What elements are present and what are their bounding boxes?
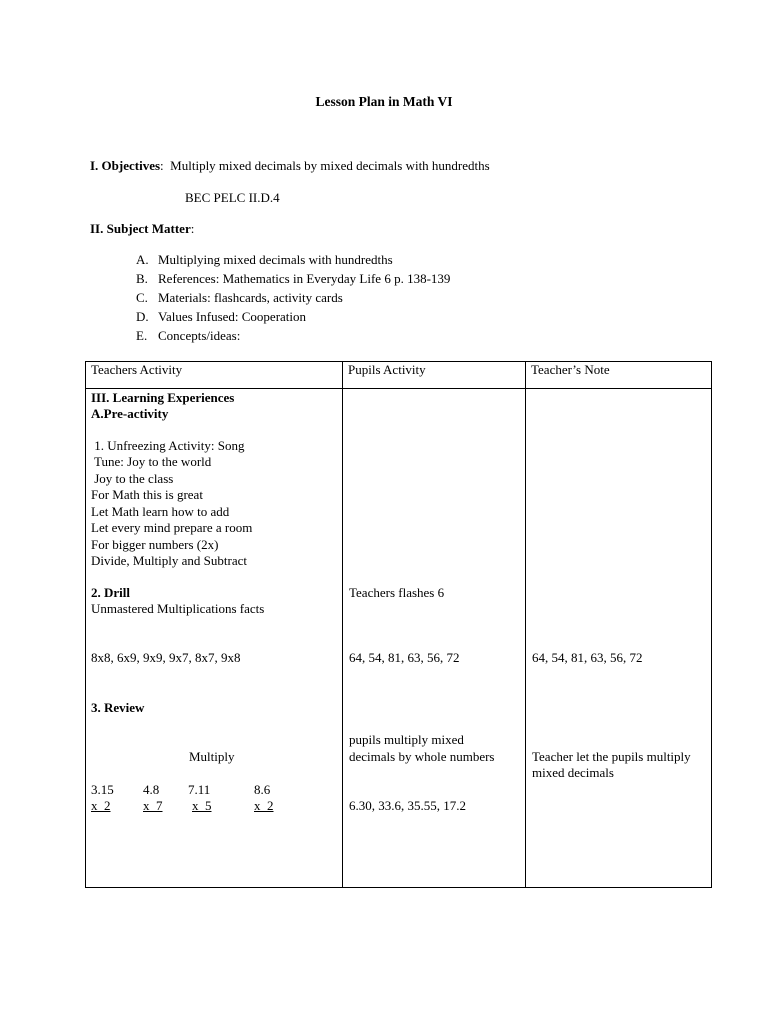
list-item: E. Concepts/ideas: (136, 328, 241, 343)
objectives-code: BEC PELC II.D.4 (185, 190, 280, 205)
multiply-label: Multiply (189, 749, 235, 764)
list-item: B. References: Mathematics in Everyday Life 6 p. 138-139 (136, 271, 451, 286)
header-teachers-activity: Teachers Activity (86, 362, 343, 389)
header-pupils-activity: Pupils Activity (343, 362, 526, 389)
drill-text: Unmastered Multiplications facts (91, 601, 265, 616)
song-line: For bigger numbers (2x) (91, 537, 219, 552)
table-header-row (86, 362, 712, 389)
problem-bottom: x 7 (143, 798, 163, 813)
subject-matter-heading: II. Subject Matter: (90, 221, 195, 236)
page-title: Lesson Plan in Math VI (315, 94, 453, 109)
objectives-text: Multiply mixed decimals by mixed decimals with hundredths (170, 158, 490, 173)
subject-matter-label: II. Subject Matter (90, 221, 191, 236)
note-review-line: mixed decimals (532, 765, 614, 780)
objectives-line: I. Objectives: Multiply mixed decimals by mixed decimals with hundredths (90, 158, 490, 173)
pre-activity-heading: A.Pre-activity (91, 406, 169, 421)
list-item: C. Materials: flashcards, activity cards (136, 290, 343, 305)
song-line: Let every mind prepare a room (91, 520, 253, 535)
problem-top: 8.6 (254, 782, 271, 797)
teachers-activity-cell (86, 389, 343, 888)
problem-top: 7.11 (188, 782, 211, 797)
pupils-review-line: decimals by whole numbers (349, 749, 495, 764)
lesson-table (85, 361, 712, 888)
song-line: Let Math learn how to add (91, 504, 230, 519)
song-line: Divide, Multiply and Subtract (91, 553, 247, 568)
song-line: Joy to the class (91, 471, 174, 486)
review-heading: 3. Review (91, 700, 145, 715)
problem-bottom: x 2 (91, 798, 111, 813)
table-row (86, 389, 712, 888)
note-review-line: Teacher let the pupils multiply (532, 749, 691, 764)
problem-top: 4.8 (143, 782, 160, 797)
drill-heading: 2. Drill (91, 585, 130, 600)
list-item: A. Multiplying mixed decimals with hundredths (136, 252, 393, 267)
pupils-review-line: pupils multiply mixed (349, 732, 464, 747)
objectives-label: I. Objectives (90, 158, 161, 173)
pupils-drill-answers: 64, 54, 81, 63, 56, 72 (349, 650, 460, 665)
song-line: For Math this is great (91, 487, 203, 502)
song-line: Tune: Joy to the world (91, 454, 212, 469)
drill-facts: 8x8, 6x9, 9x9, 9x7, 8x7, 9x8 (91, 650, 241, 665)
learning-experiences-heading: III. Learning Experiences (91, 390, 235, 405)
pupils-flash-text: Teachers flashes 6 (349, 585, 445, 600)
subject-matter-list (136, 252, 450, 347)
pupils-review-answers: 6.30, 33.6, 35.55, 17.2 (349, 798, 466, 813)
problem-bottom: x 5 (192, 798, 212, 813)
problem-bottom: x 2 (254, 798, 274, 813)
note-drill-answers: 64, 54, 81, 63, 56, 72 (532, 650, 643, 665)
problem-top: 3.15 (91, 782, 114, 797)
song-line: 1. Unfreezing Activity: Song (91, 438, 245, 453)
teachers-note-cell (526, 389, 712, 888)
pupils-activity-cell (343, 389, 526, 888)
header-teachers-note: Teacher’s Note (526, 362, 712, 389)
list-item: D. Values Infused: Cooperation (136, 309, 307, 324)
